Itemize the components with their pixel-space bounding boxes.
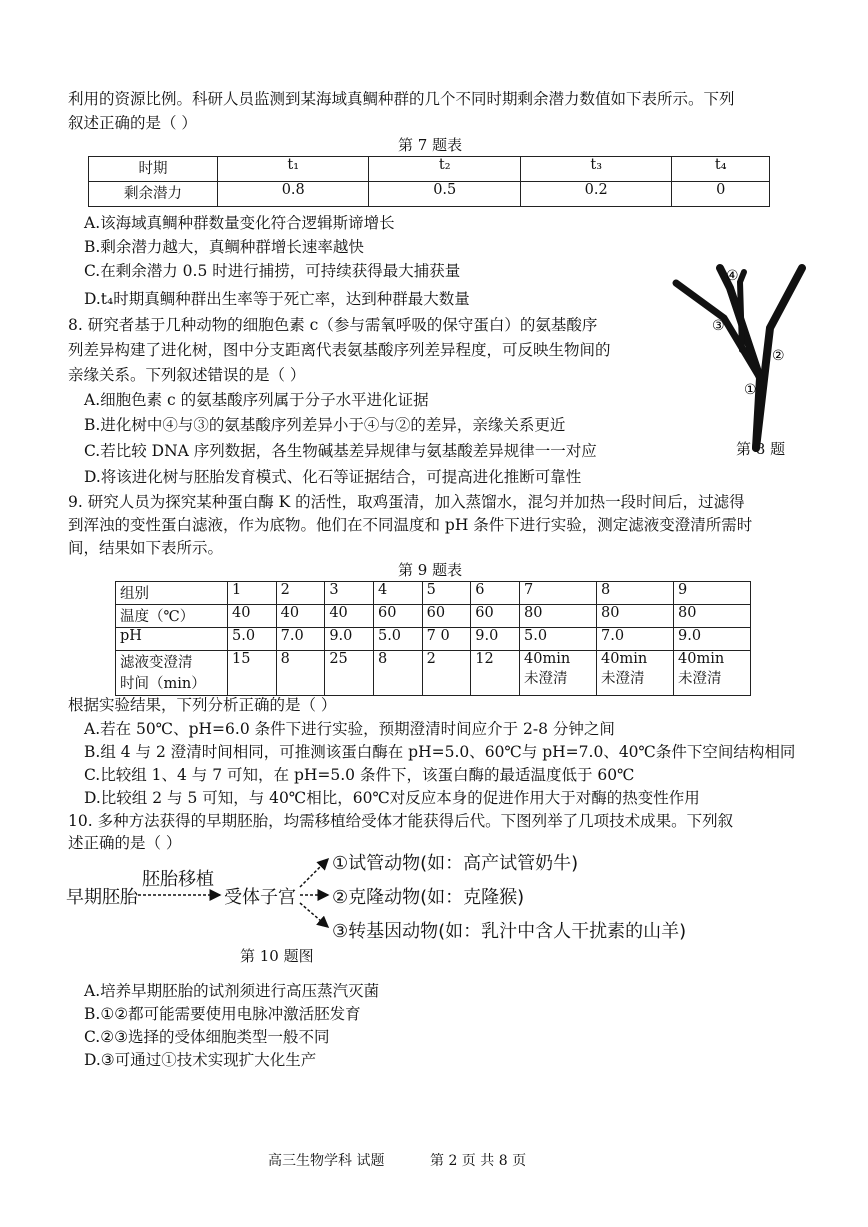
tree-node-1: ① xyxy=(744,382,757,398)
table-cell: 0.5 xyxy=(369,182,520,207)
table-cell: 2 xyxy=(276,582,325,605)
table-cell: 7.0 xyxy=(276,628,325,651)
table-cell: 40 xyxy=(228,605,277,628)
table-cell: 80 xyxy=(674,605,751,628)
table-row xyxy=(89,157,770,182)
time-value: 40min xyxy=(601,651,648,667)
table-cell: 7 0 xyxy=(422,628,471,651)
table-cell: 0.8 xyxy=(218,182,369,207)
transgenic-animal-label: ③转基因动物(如：乳汁中含人干扰素的山羊) xyxy=(332,921,687,942)
table-cell: 15 xyxy=(228,651,277,696)
table-cell: 9.0 xyxy=(674,628,751,651)
table-cell: 3 xyxy=(325,582,374,605)
intro-line-2: 叙述正确的是（ ） xyxy=(68,114,197,132)
table-row xyxy=(116,628,751,651)
table-row xyxy=(116,651,751,696)
table-cell: 12 xyxy=(471,651,520,696)
q7-option-c: C.在剩余潜力 0.5 时进行捕捞，可持续获得最大捕获量 xyxy=(84,262,461,280)
q9-lead: 根据实验结果，下列分析正确的是（ ） xyxy=(68,696,337,714)
tree-node-3: ③ xyxy=(712,318,725,334)
tree-node-4: ④ xyxy=(726,268,739,284)
table-cell: 40 xyxy=(276,605,325,628)
q10-option-b: B.①②都可能需要使用电脉冲激活胚发育 xyxy=(84,1005,361,1023)
table-cell: 剩余潜力 xyxy=(89,182,218,207)
q9-table-caption: 第 9 题表 xyxy=(398,561,463,579)
table-cell: 60 xyxy=(471,605,520,628)
q10-option-c: C.②③选择的受体细胞类型一般不同 xyxy=(84,1028,330,1046)
arrow-down-right-icon xyxy=(300,903,328,927)
q9-option-c: C.比较组 1、4 与 7 可知，在 pH=5.0 条件下，该蛋白酶的最适温度低于 60℃ xyxy=(84,766,635,784)
q8-option-b: B.进化树中④与③的氨基酸序列差异小于④与②的差异，亲缘关系更近 xyxy=(84,416,566,434)
cloned-animal-label: ②克隆动物(如：克隆猴) xyxy=(332,887,525,908)
q7-option-a: A.该海域真鲷种群数量变化符合逻辑斯谛增长 xyxy=(84,214,395,232)
early-embryo-label: 早期胚胎 xyxy=(66,887,138,908)
table-cell: 8 xyxy=(373,651,422,696)
q9-stem-3: 间，结果如下表所示。 xyxy=(68,539,224,557)
q8-stem-2: 列差异构建了进化树，图中分支距离代表氨基酸序列差异程度，可反映生物间的 xyxy=(68,341,611,359)
table-row xyxy=(116,605,751,628)
footer-page-number: 第 2 页 共 8 页 xyxy=(430,1153,527,1169)
q9-option-a: A.若在 50℃、pH=6.0 条件下进行实验，预期澄清时间应介于 2-8 分钟之间 xyxy=(84,720,615,738)
test-tube-animal-label: ①试管动物(如：高产试管奶牛) xyxy=(332,853,579,874)
q10-flow-figure xyxy=(62,843,742,943)
q10-stem-1: 10. 多种方法获得的早期胚胎，均需移植给受体才能获得后代。下图列举了几项技术成果。下列叙 xyxy=(68,812,734,830)
intro-line-1: 利用的资源比例。科研人员监测到某海域真鲷种群的几个不同时期剩余潜力数值如下表所示。下列 xyxy=(68,90,735,108)
table-cell: 1 xyxy=(228,582,277,605)
table-cell: pH xyxy=(116,628,228,651)
table-cell: 温度（℃） xyxy=(116,605,228,628)
table-cell: 80 xyxy=(597,605,674,628)
table-cell: 9.0 xyxy=(325,628,374,651)
table-cell: 25 xyxy=(325,651,374,696)
evolution-tree-figure xyxy=(664,258,814,458)
table-cell: 5.0 xyxy=(520,628,597,651)
tree-branch-1 xyxy=(740,272,744,350)
table-cell xyxy=(674,651,751,696)
table-cell: t₃ xyxy=(520,157,671,182)
q10-figure-caption: 第 10 题图 xyxy=(240,947,314,965)
q7-option-b: B.剩余潜力越大，真鲷种群增长速率越快 xyxy=(84,238,364,256)
table-cell xyxy=(116,651,228,696)
table-cell: 9.0 xyxy=(471,628,520,651)
table-cell: 7 xyxy=(520,582,597,605)
q9-table xyxy=(115,581,751,696)
table-row xyxy=(116,582,751,605)
embryo-transfer-label: 胚胎移植 xyxy=(142,869,214,890)
table-cell: 60 xyxy=(422,605,471,628)
table-cell: 6 xyxy=(471,582,520,605)
q9-option-b: B.组 4 与 2 澄清时间相同，可推测该蛋白酶在 pH=5.0、60℃与 pH=7.0、40℃条件下空间结构相同 xyxy=(84,743,796,761)
table-row xyxy=(89,182,770,207)
time-value: 40min xyxy=(524,651,571,667)
table-cell: 组别 xyxy=(116,582,228,605)
recipient-uterus-label: 受体子宫 xyxy=(224,887,296,908)
q10-stem-2: 述正确的是（ ） xyxy=(68,834,182,852)
table-cell: 80 xyxy=(520,605,597,628)
q8-stem-3: 亲缘关系。下列叙述错误的是（ ） xyxy=(68,366,306,384)
table-cell xyxy=(520,651,597,696)
table-cell: 时期 xyxy=(89,157,218,182)
table-cell: 5.0 xyxy=(228,628,277,651)
table-cell: 4 xyxy=(373,582,422,605)
q9-option-d: D.比较组 2 与 5 可知，与 40℃相比，60℃对反应本身的促进作用大于对酶的热变性作用 xyxy=(84,789,700,807)
time-note: 未澄清 xyxy=(524,671,568,687)
table-cell: 0 xyxy=(672,182,770,207)
q8-option-a: A.细胞色素 c 的氨基酸序列属于分子水平进化证据 xyxy=(84,391,429,409)
q10-option-d: D.③可通过①技术实现扩大化生产 xyxy=(84,1051,317,1069)
table-cell: 5 xyxy=(422,582,471,605)
q9-stem-1: 9. 研究人员为探究某种蛋白酶 K 的活性，取鸡蛋清，加入蒸馏水，混匀并加热一段时间后，过滤得 xyxy=(68,493,745,511)
table-cell: 0.2 xyxy=(520,182,671,207)
q8-stem-1: 8. 研究者基于几种动物的细胞色素 c（参与需氧呼吸的保守蛋白）的氨基酸序 xyxy=(68,316,598,334)
table-cell: t₄ xyxy=(672,157,770,182)
q8-option-d: D.将该进化树与胚胎发育模式、化石等证据结合，可提高进化推断可靠性 xyxy=(84,468,582,486)
table-cell: 7.0 xyxy=(597,628,674,651)
q8-figure-caption: 第 8 题 xyxy=(736,440,786,458)
tree-node-2: ② xyxy=(772,348,785,364)
time-label-line-1: 滤液变澄清 xyxy=(120,655,193,671)
time-value: 40min xyxy=(678,651,725,667)
q7-table-caption: 第 7 题表 xyxy=(398,136,463,154)
q7-table xyxy=(88,156,770,207)
table-cell: t₁ xyxy=(218,157,369,182)
table-cell: 60 xyxy=(373,605,422,628)
table-cell: 9 xyxy=(674,582,751,605)
arrow-up-right-icon xyxy=(300,859,328,887)
time-label-line-2: 时间（min） xyxy=(120,676,206,692)
table-cell: t₂ xyxy=(369,157,520,182)
table-cell: 2 xyxy=(422,651,471,696)
q10-option-a: A.培养早期胚胎的试剂须进行高压蒸汽灭菌 xyxy=(84,982,380,1000)
table-cell: 5.0 xyxy=(373,628,422,651)
table-cell: 8 xyxy=(597,582,674,605)
time-note: 未澄清 xyxy=(601,671,645,687)
q7-option-d: D.t₄时期真鲷种群出生率等于死亡率，达到种群最大数量 xyxy=(84,290,470,308)
q9-stem-2: 到浑浊的变性蛋白滤液，作为底物。他们在不同温度和 pH 条件下进行实验，测定滤液变澄清所需时 xyxy=(68,516,753,534)
table-cell: 8 xyxy=(276,651,325,696)
table-cell xyxy=(597,651,674,696)
q8-option-c: C.若比较 DNA 序列数据，各生物碱基差异规律与氨基酸差异规律一一对应 xyxy=(84,442,597,460)
time-note: 未澄清 xyxy=(678,671,722,687)
table-cell: 40 xyxy=(325,605,374,628)
footer-subject: 高三生物学科 试题 xyxy=(268,1153,385,1169)
